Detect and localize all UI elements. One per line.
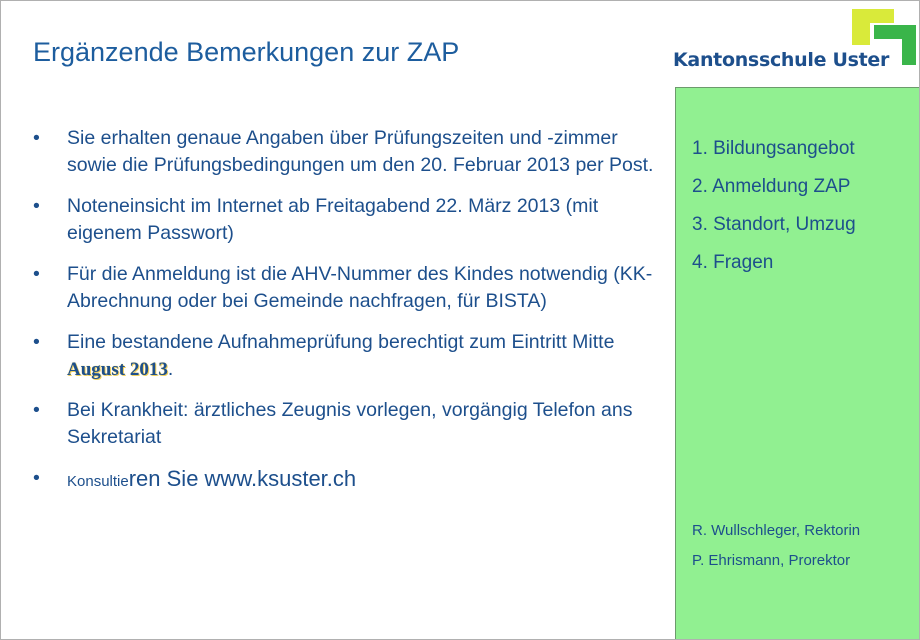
bullet-text: Bei Krankheit: ärztliches Zeugnis vorlegen, vorgängig Telefon ans Sekretariat: [67, 399, 633, 448]
bullet-item: [33, 397, 663, 451]
bullet-item: [33, 125, 663, 179]
author-prorektor: P. Ehrismann, Prorektor: [692, 552, 851, 569]
bullet-dot: •: [33, 399, 40, 421]
bullet-item: [33, 261, 663, 315]
bullet-dot: •: [33, 331, 40, 353]
bullet-dot: •: [33, 127, 40, 149]
sidebar-menu: [692, 138, 856, 290]
bullet-item: [33, 465, 663, 495]
menu-item-anmeldung-zap[interactable]: 2. Anmeldung ZAP: [692, 176, 851, 197]
sidebar-panel: [675, 87, 920, 640]
bullet-dot: •: [33, 467, 40, 489]
school-name: Kantonsschule Uster: [673, 49, 890, 71]
highlighted-date: August 2013: [67, 359, 168, 380]
bullet-text-end: .: [167, 358, 174, 380]
menu-item-standort-umzug[interactable]: 3. Standort, Umzug: [692, 214, 856, 235]
bullet-list: [33, 125, 663, 509]
website-link[interactable]: ren Sie www.ksuster.ch: [128, 466, 357, 491]
bullet-text-small: Konsultie: [67, 473, 129, 490]
menu-item-bildungsangebot[interactable]: 1. Bildungsangebot: [692, 138, 855, 159]
author-rektorin: R. Wullschleger, Rektorin: [692, 522, 861, 539]
menu-item-fragen[interactable]: 4. Fragen: [692, 252, 774, 273]
bullet-text: Sie erhalten genaue Angaben über Prüfungszeiten und -zimmer sowie die Prüfungsbedingungen um den 20. Februar 2013 per Post.: [67, 127, 654, 176]
slide-title: Ergänzende Bemerkungen zur ZAP: [33, 37, 460, 67]
bullet-text: Noteneinsicht im Internet ab Freitagabend 22. März 2013 (mit eigenem Passwort): [67, 195, 599, 244]
authors: [692, 522, 860, 582]
bullet-text: Eine bestandene Aufnahmeprüfung berechtigt zum Eintritt Mitte: [67, 331, 615, 353]
bullet-dot: •: [33, 195, 40, 217]
bullet-dot: •: [33, 263, 40, 285]
bullet-item: [33, 193, 663, 247]
bullet-item: [33, 329, 663, 383]
bullet-text: Für die Anmeldung ist die AHV-Nummer des Kindes notwendig (KK-Abrechnung oder bei Gemeinde nachfragen, für BISTA): [67, 263, 653, 312]
